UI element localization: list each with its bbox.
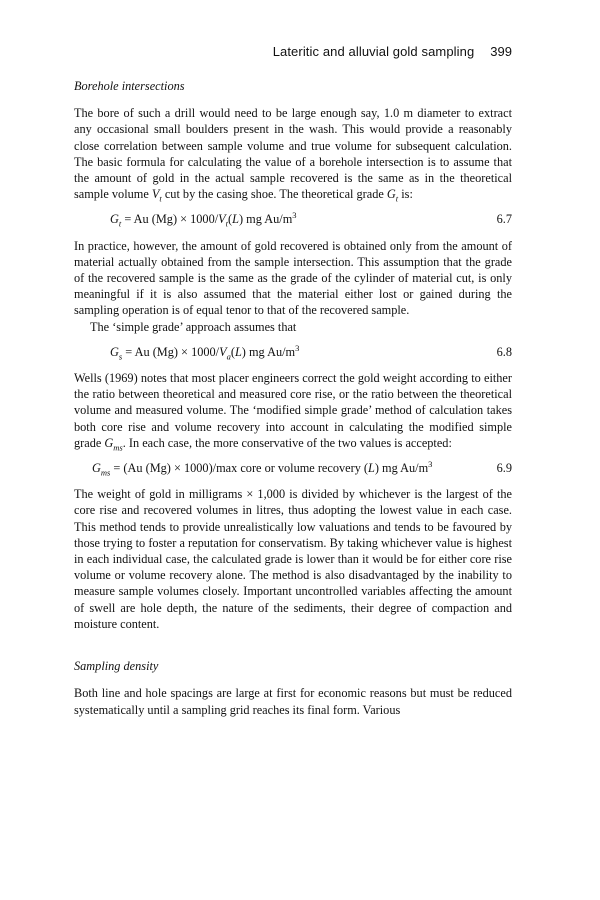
eq-lhs-sub: ms: [100, 467, 111, 478]
paragraph-4-text-b: . In each case, the more conservative of the two values is accepted:: [122, 435, 452, 450]
eq-sup: 3: [428, 458, 433, 469]
eq-body-a: = Au (Mg) × 1000/: [121, 212, 219, 227]
var-gms: G: [104, 435, 114, 450]
paragraph-3: The ‘simple grade’ approach assumes that: [90, 319, 297, 334]
eq-lhs: G: [92, 461, 101, 476]
paragraph-1-text-a: The bore of such a drill would need to be large enough say, 1.0 m diameter to extract any occasional small boulders present in the wash. This would provide a reasonably close correlation between sample volume and true volume for subsequent calculation. The basic formula for calculating the value of a borehole intersection is to assume that the amount of gold in the actual sample recovered is the same as in the theoretical sample volume: [74, 106, 512, 202]
eq-lhs-sub: t: [118, 218, 122, 229]
running-title: Lateritic and alluvial gold sampling: [272, 44, 475, 59]
section-spacer: [74, 632, 512, 658]
var-gms-sub: ms: [113, 442, 123, 453]
paragraph-4: [74, 370, 512, 451]
equation-expression: [74, 211, 297, 227]
equation-expression: [74, 344, 299, 360]
eq-body-c: ) mg Au/m: [241, 344, 296, 359]
section-heading-sampling-density: Sampling density: [74, 659, 159, 674]
eq-var-sub: t: [225, 218, 229, 229]
equation-6-8: [74, 344, 512, 360]
var-v: V: [151, 187, 160, 202]
equation-number: 6.9: [496, 461, 512, 476]
eq-body-b: (: [230, 344, 235, 359]
eq-var: V: [219, 344, 227, 359]
eq-lhs: G: [110, 344, 119, 359]
paragraph-1: [74, 105, 512, 202]
equation-number: 6.7: [496, 212, 512, 227]
eq-lhs: G: [110, 212, 119, 227]
paragraph-4-text-a: Wells (1969) notes that most placer engineers correct the gold weight according to either the ratio between theoretical and measured core rise, or the ratio between the theoretical volume and measured volume. The ‘modified simple grade’ method of calculation takes both core rise and volume recovery into account in calculating the modified simple grade: [74, 371, 512, 450]
paragraph-1-text-b: cut by the casing shoe. The theoretical grade: [161, 187, 387, 202]
paragraph-1-text-c: is:: [398, 187, 413, 202]
equation-number: 6.8: [496, 344, 512, 359]
eq-var-sub: a: [226, 351, 231, 362]
page-body: [74, 78, 512, 718]
section-heading-borehole: Borehole intersections: [74, 79, 185, 93]
var-g-sub: t: [395, 193, 399, 204]
eq-l: L: [232, 212, 239, 227]
eq-body-b: (: [228, 212, 233, 227]
eq-body-c: ) mg Au/m: [238, 212, 293, 227]
eq-body-a: = Au (Mg) × 1000/: [122, 344, 220, 359]
running-header: [273, 44, 512, 59]
paragraph-5: The weight of gold in milligrams × 1,000 is divided by whichever is the largest of the core rise and recovered volumes in litres, thus adopting the lowest value in each case. This method tends to provide unrealistically low valuations and tends to be favoured by those trying to foster a reputation for conservatism. By taking whichever value is highest in each individual case, the calculated grade is lower than it would be for either core rise volume or volume recovery alone. The method is also disadvantaged by the inability to measure sample volumes closely. Important uncontrolled variables affecting the amount of swell are hole depth, the nature of the sediments, their degree of compaction and moisture content.: [74, 487, 512, 631]
equation-6-7: [74, 211, 512, 227]
eq-sup: 3: [295, 342, 300, 353]
eq-lhs-sub: s: [118, 351, 123, 362]
eq-l: L: [368, 461, 375, 476]
equation-6-9: [74, 460, 512, 476]
paragraph-2: In practice, however, the amount of gold recovered is obtained only from the amount of material actually obtained from the sample intersection. This assumption that the grade of the recovered sample is the same as the grade of the cylinder of material cut, is only meaningful if it is also assumed that the material either lost or gained during the sampling operation is of equal tenor to that of the recovered sample.: [74, 238, 512, 318]
var-v-sub: t: [159, 193, 162, 204]
eq-sup: 3: [292, 210, 297, 221]
paragraph-6: Both line and hole spacings are large at first for economic reasons but must be reduced systematically until a sampling grid reaches its final form. Various: [74, 686, 512, 717]
equation-expression: [74, 460, 432, 476]
eq-body-a: = (Au (Mg) × 1000)/max core or volume recovery (: [110, 461, 369, 476]
eq-var: V: [218, 212, 226, 227]
page-number: 399: [490, 44, 512, 59]
eq-body-c: ) mg Au/m: [374, 461, 429, 476]
var-g: G: [386, 187, 396, 202]
eq-l: L: [234, 344, 242, 359]
